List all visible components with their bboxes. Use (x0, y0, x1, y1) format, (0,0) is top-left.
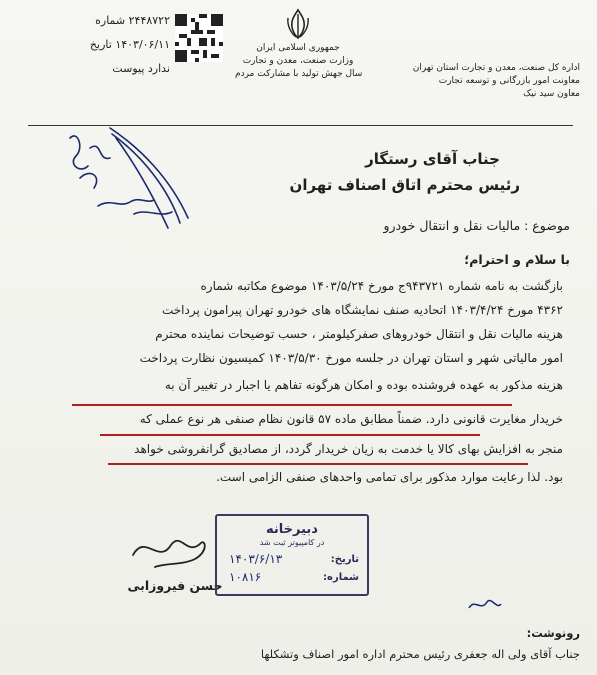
handwritten-annotation (50, 118, 200, 238)
letter-date-value: ۱۴۰۳/۰۶/۱۱ (115, 38, 170, 51)
letter-date-label: تاریخ (89, 38, 112, 51)
org-center-line-2: وزارت صنعت، معدن و تجارت (242, 56, 354, 66)
letter-number-value: ۲۴۴۸۷۲۲ (128, 14, 170, 27)
stamp-number-label: شماره: (323, 572, 359, 583)
stamp-title: دبیرخانه (266, 522, 318, 537)
letter-attachment-label: پیوست (112, 62, 145, 75)
org-center-line-3: سال جهش تولید با مشارکت مردم (235, 69, 363, 79)
body-line-7: منجر به افزایش بهای کالا یا خدمت به زیان خریدار گردد، از مصادیق گرانفروشی خواهد (134, 442, 563, 456)
subject-label: موضوع : (524, 218, 570, 233)
signature-mark (125, 525, 215, 575)
red-underline-1 (72, 404, 512, 406)
org-right-line-3: معاون سید نیک (523, 89, 580, 99)
subject-value: مالیات نقل و انتقال خودرو (383, 218, 521, 233)
iran-emblem-icon (283, 8, 313, 40)
qr-code-icon (175, 14, 223, 62)
red-underline-3 (108, 463, 528, 465)
greeting: با سلام و احترام؛ (464, 252, 570, 267)
body-line-4: امور مالیاتی شهر و استان تهران در جلسه مورخ ۱۴۰۳/۵/۳۰ کمیسیون نظارت پرداخت (139, 351, 563, 365)
org-right-line-2: معاونت امور بازرگانی و توسعه تجارت (438, 76, 580, 86)
stamp-subtitle: در کامپیوتر ثبت شد (259, 538, 325, 547)
body-line-5: هزینه مذکور به عهده فروشنده بوده و امکان هرگونه تفاهم یا اجبار در تغییر آن به (164, 378, 563, 392)
recipient-name: جناب آقای رستگار (365, 150, 500, 168)
body-line-2: ۴۳۶۲ مورخ ۱۴۰۳/۴/۲۴ اتحادیه صنف نمایشگاه های خودرو تهران پیرامون پرداخت (161, 303, 563, 317)
letter-number-label: شماره (95, 14, 126, 27)
signer-name: حسن فیروزابی (127, 578, 223, 593)
org-center-block (235, 42, 361, 81)
body-line-1: بازگشت به نامه شماره ۹۴۳۷۲۱ج مورخ ۱۴۰۳/۵/۲۴ موضوع مکاتبه شماره (200, 279, 563, 293)
stamp-date-label: تاریخ: (330, 554, 359, 565)
cc-line: جناب آقای ولی اله جعفری رئیس محترم اداره امور اصناف وتشکلها (260, 647, 580, 661)
letter-attachment (60, 62, 170, 75)
letter-date (60, 38, 170, 51)
handwritten-mark (465, 594, 505, 616)
cc-label: رونوشت: (526, 626, 580, 640)
body-line-6: خریدار مغایرت قانونی دارد. ضمناً مطابق ماده ۵۷ قانون نظام صنفی هر نوع عملی که (139, 412, 563, 426)
stamp-date-value: ۱۴۰۳/۶/۱۳ (229, 552, 283, 566)
registry-stamp (215, 514, 369, 596)
org-center-line-1: جمهوری اسلامی ایران (256, 43, 340, 53)
org-right-block (380, 62, 580, 101)
org-right-line-1: اداره کل صنعت، معدن و تجارت استان تهران (412, 63, 580, 73)
recipient-title: رئیس محترم اتاق اصناف تهران (289, 176, 520, 194)
letter-number (60, 14, 170, 27)
body-line-3: هزینه مالیات نقل و انتقال خودروهای صفرکیلومتر ، حسب توضیحات نماینده محترم (155, 327, 563, 341)
stamp-number-value: ۱۰۸۱۶ (229, 570, 262, 584)
body-line-8: بود. لذا رعایت موارد مذکور برای تمامی واحدهای صنفی الزامی است. (216, 470, 563, 484)
subject-line (270, 218, 570, 233)
letter-attachment-value: ندارد (147, 62, 170, 75)
red-underline-2 (100, 434, 480, 436)
